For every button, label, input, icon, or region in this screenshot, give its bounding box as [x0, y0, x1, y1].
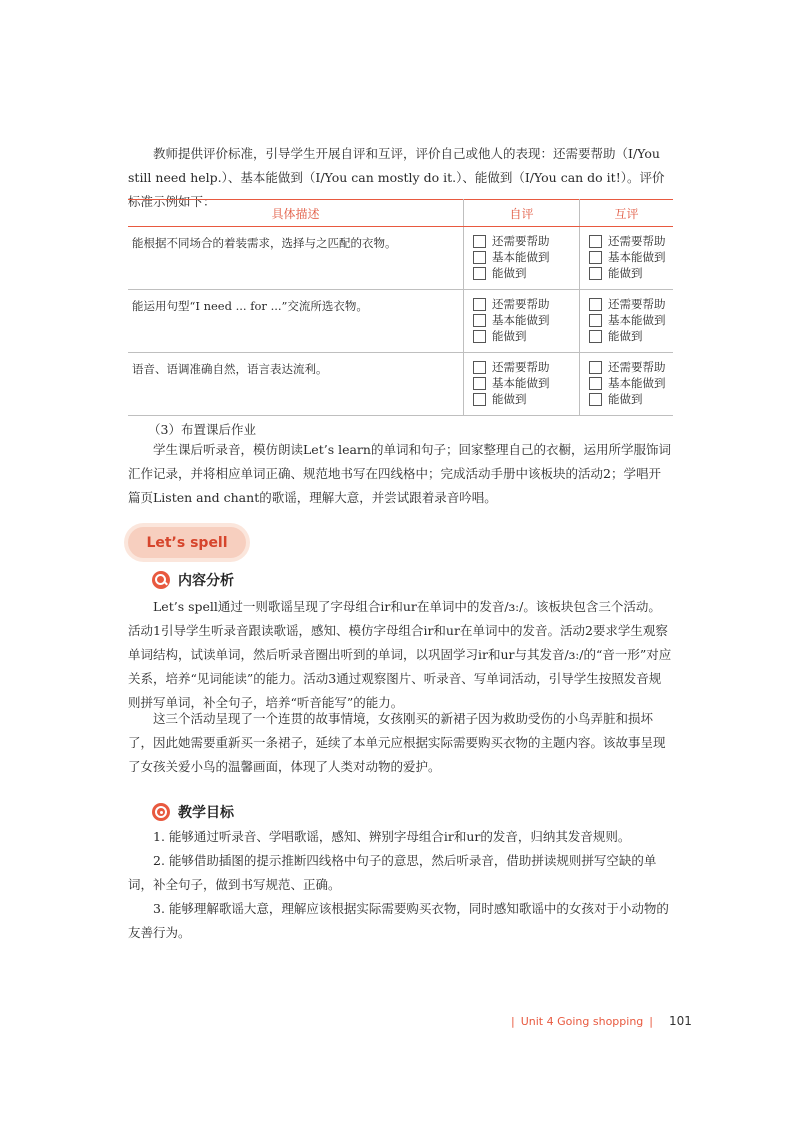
self-eval-options: [464, 227, 580, 290]
option-label: 还需要帮助: [608, 297, 666, 311]
option-label: 基本能做到: [492, 313, 550, 327]
intro-paragraph: 教师提供评价标准，引导学生开展自评和互评，评价自己或他人的表现：还需要帮助（I/You still need help.）、基本能做到（I/You can mostly do it.）、能做到（I/You can do it!）。评价标准示例如下：: [128, 146, 665, 209]
checkbox[interactable]: [473, 393, 486, 406]
page-footer: [505, 1014, 692, 1028]
self-eval-options: [464, 290, 580, 353]
target-icon: [152, 803, 170, 821]
option-label: 还需要帮助: [492, 234, 550, 248]
evaluation-table: [128, 199, 673, 416]
option-label: 能做到: [608, 266, 643, 280]
option-label: 能做到: [492, 329, 527, 343]
goal-1: 1. 能够通过听录音、学唱歌谣，感知、辨别字母组合ir和ur的发音，归纳其发音规则。: [153, 829, 631, 844]
homework-paragraph: 学生课后听录音，模仿朗读Let’s learn的单词和句子；回家整理自己的衣橱，运用所学服饰词汇作记录，并将相应单词正确、规范地书写在四线格中；完成活动手册中该板块的活动2；学唱开篇页Listen and chant的歌谣，理解大意，并尝试跟着录音吟唱。: [128, 442, 671, 505]
checkbox[interactable]: [589, 298, 602, 311]
checkbox[interactable]: [589, 235, 602, 248]
option-can-do[interactable]: [589, 391, 673, 407]
option-mostly[interactable]: [473, 312, 579, 328]
header-self-eval: 自评: [464, 200, 580, 227]
option-label: 还需要帮助: [492, 297, 550, 311]
content-analysis-paragraph-1: Let’s spell通过一则歌谣呈现了字母组合ir和ur在单词中的发音/ɜː/。该板块包含三个活动。活动1引导学生听录音跟读歌谣，感知、模仿字母组合ir和ur在单词中的发音。活动2要求学生观察单词结构，试读单词，然后听录音圈出听到的单词，以巩固学习ir和ur与其发音/ɜː/的“音一形”对应关系，培养“见词能读”的能力。活动3通过观察图片、听录音、写单词活动，引导学生按照发音规则拼写单词，补全句子，培养“听音能写”的能力。: [128, 599, 672, 710]
checkbox[interactable]: [589, 377, 602, 390]
option-can-do[interactable]: [473, 265, 579, 281]
option-can-do[interactable]: [473, 328, 579, 344]
homework-title: （3）布置课后作业: [148, 422, 256, 437]
checkbox[interactable]: [589, 267, 602, 280]
checkbox[interactable]: [589, 314, 602, 327]
checkbox[interactable]: [473, 377, 486, 390]
option-mostly[interactable]: [589, 312, 673, 328]
checkbox[interactable]: [473, 330, 486, 343]
option-need-help[interactable]: [589, 359, 673, 375]
section-title: 内容分析: [178, 573, 234, 589]
row-description: 能根据不同场合的着装需求，选择与之匹配的衣物。: [128, 227, 464, 290]
option-label: 基本能做到: [492, 250, 550, 264]
option-label: 基本能做到: [608, 376, 666, 390]
content-analysis-heading: [152, 569, 234, 591]
header-peer-eval: 互评: [580, 200, 674, 227]
table-row: [128, 227, 673, 290]
lets-spell-banner: Let’s spell: [128, 527, 246, 558]
option-label: 能做到: [608, 329, 643, 343]
content-analysis-paragraph-2: 这三个活动呈现了一个连贯的故事情境，女孩刚买的新裙子因为救助受伤的小鸟弄脏和损坏了，因此她需要重新买一条裙子，延续了本单元应根据实际需要购买衣物的主题内容。该故事呈现了女孩关爱小鸟的温馨画面，体现了人类对动物的爱护。: [128, 711, 666, 774]
option-label: 基本能做到: [492, 376, 550, 390]
option-need-help[interactable]: [473, 359, 579, 375]
magnifier-icon: [152, 571, 170, 589]
checkbox[interactable]: [473, 361, 486, 374]
option-mostly[interactable]: [473, 249, 579, 265]
checkbox[interactable]: [473, 298, 486, 311]
option-label: 基本能做到: [608, 250, 666, 264]
option-label: 还需要帮助: [492, 360, 550, 374]
table-row: [128, 290, 673, 353]
option-can-do[interactable]: [589, 265, 673, 281]
checkbox[interactable]: [473, 314, 486, 327]
checkbox[interactable]: [589, 330, 602, 343]
option-mostly[interactable]: [589, 249, 673, 265]
row-description: 能运用句型“I need ... for ...”交流所选衣物。: [128, 290, 464, 353]
option-label: 能做到: [492, 266, 527, 280]
option-need-help[interactable]: [473, 296, 579, 312]
option-need-help[interactable]: [473, 233, 579, 249]
checkbox[interactable]: [473, 251, 486, 264]
unit-title: Unit 4 Going shopping: [520, 1014, 644, 1028]
checkbox[interactable]: [473, 235, 486, 248]
checkbox[interactable]: [589, 361, 602, 374]
option-label: 能做到: [492, 392, 527, 406]
table-row: [128, 353, 673, 416]
option-mostly[interactable]: [589, 375, 673, 391]
peer-eval-options: [580, 227, 674, 290]
option-label: 基本能做到: [608, 313, 666, 327]
page-number: 101: [669, 1014, 692, 1028]
header-description: 具体描述: [128, 200, 464, 227]
divider: |: [511, 1014, 515, 1028]
goal-2: 2. 能够借助插图的提示推断四线格中句子的意思，然后听录音，借助拼读规则拼写空缺的单词，补全句子，做到书写规范、正确。: [128, 853, 657, 892]
teaching-goals-heading: [152, 801, 234, 823]
option-need-help[interactable]: [589, 296, 673, 312]
checkbox[interactable]: [473, 267, 486, 280]
peer-eval-options: [580, 290, 674, 353]
self-eval-options: [464, 353, 580, 416]
option-label: 能做到: [608, 392, 643, 406]
option-can-do[interactable]: [589, 328, 673, 344]
option-label: 还需要帮助: [608, 360, 666, 374]
peer-eval-options: [580, 353, 674, 416]
option-can-do[interactable]: [473, 391, 579, 407]
goal-3: 3. 能够理解歌谣大意，理解应该根据实际需要购买衣物，同时感知歌谣中的女孩对于小动物的友善行为。: [128, 901, 669, 940]
divider: |: [649, 1014, 653, 1028]
option-mostly[interactable]: [473, 375, 579, 391]
checkbox[interactable]: [589, 393, 602, 406]
row-description: 语音、语调准确自然，语言表达流利。: [128, 353, 464, 416]
option-need-help[interactable]: [589, 233, 673, 249]
section-title: 教学目标: [178, 805, 234, 821]
checkbox[interactable]: [589, 251, 602, 264]
table-header-row: [128, 200, 673, 227]
option-label: 还需要帮助: [608, 234, 666, 248]
